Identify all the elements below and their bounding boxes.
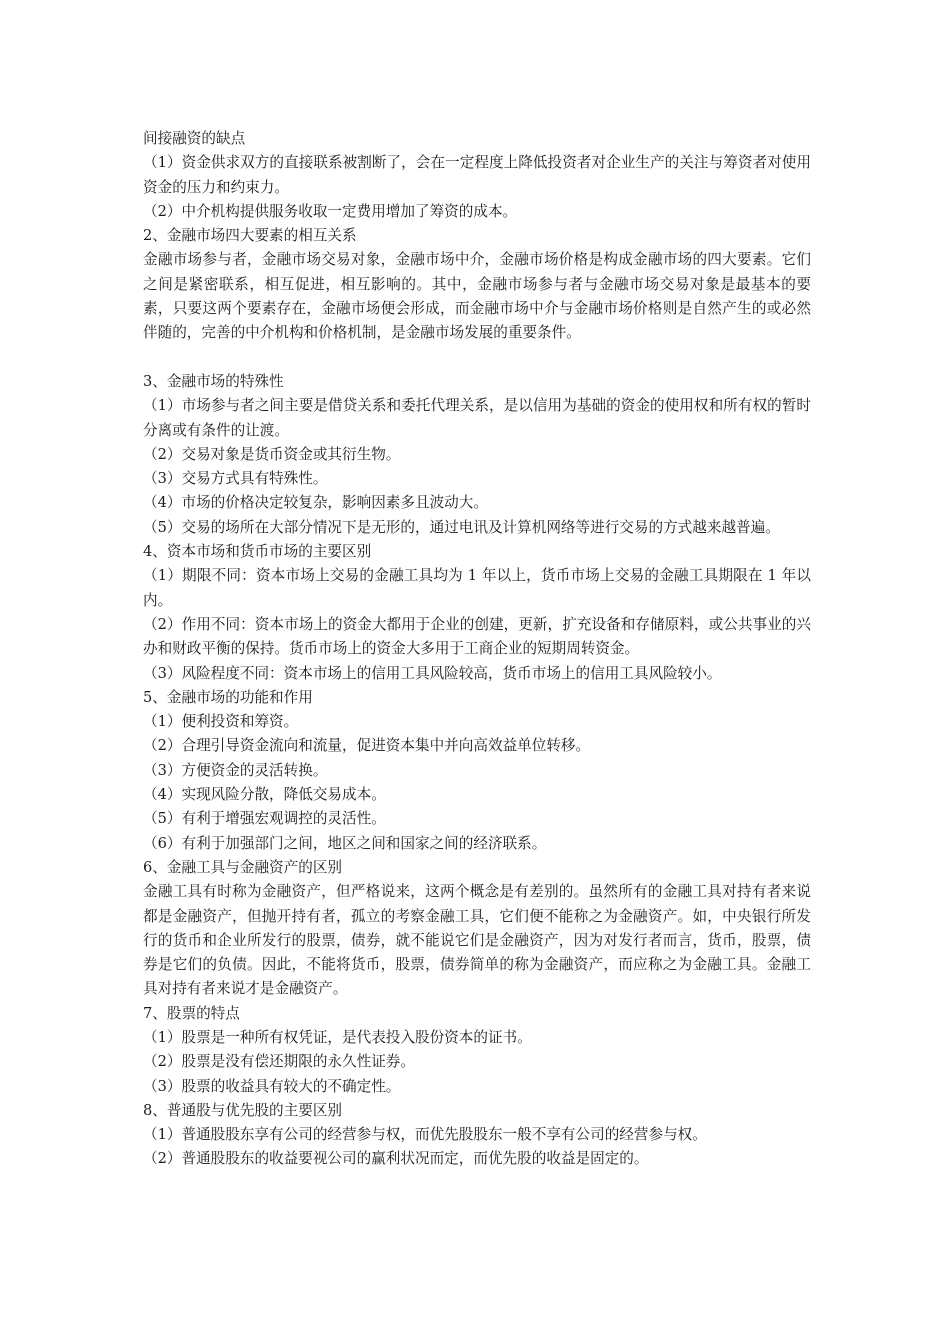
section-heading-indirect-financing: 间接融资的缺点 [143,130,246,147]
paragraph: （6）有利于加强部门之间，地区之间和国家之间的经济联系。 [143,834,547,852]
paragraph: 金融工具有时称为金融资产，但严格说来，这两个概念是有差别的。虽然所有的金融工具对持有者来说都是金融资产，但抛开持有者，孤立的考察金融工具，它们便不能称之为金融资产。如，中央银行所发行的货币和企业所发行的股票，债券，就不能说它们是金融资产，因为对发行者而言，货币，股票，债券是它们的负债。因此，不能将货币，股票，债券简单的称为金融资产，而应称之为金融工具。金融工具对持有者来说才是金融资产。 [143,883,811,998]
paragraph: （3）风险程度不同：资本市场上的信用工具风险较高，货币市场上的信用工具风险较小。 [143,664,722,682]
paragraph: （3）股票的收益具有较大的不确定性。 [143,1077,401,1095]
blank-line [143,346,811,370]
paragraph: （2）中介机构提供服务收取一定费用增加了筹资的成本。 [143,202,518,220]
paragraph: 金融市场参与者，金融市场交易对象，金融市场中介，金融市场价格是构成金融市场的四大要素。它们之间是紧密联系，相互促进，相互影响的。其中，金融市场参与者与金融市场交易对象是最基本的要素，只要这两个要素存在，金融市场便会形成，而金融市场中介与金融市场价格则是自然产生的或必然伴随的，完善的中介机构和价格机制，是金融市场发展的重要条件。 [143,251,811,342]
paragraph: （2）作用不同：资本市场上的资金大都用于企业的创建，更新，扩充设备和存储原料，或公共事业的兴办和财政平衡的保持。货币市场上的资金大多用于工商企业的短期周转资金。 [143,615,811,658]
section-heading-2: 2、金融市场四大要素的相互关系 [143,227,357,245]
paragraph: （3）交易方式具有特殊性。 [143,470,328,488]
section-heading-4: 4、资本市场和货币市场的主要区别 [143,543,372,561]
paragraph: （5）有利于增强宏观调控的灵活性。 [143,810,386,828]
paragraph: （4）市场的价格决定较复杂，影响因素多且波动大。 [143,494,488,512]
paragraph: （4）实现风险分散，降低交易成本。 [143,786,386,804]
paragraph: （2）交易对象是货币资金或其衍生物。 [143,445,401,463]
paragraph: （1）资金供求双方的直接联系被割断了，会在一定程度上降低投资者对企业生产的关注与筹资者对使用资金的压力和约束力。 [143,154,811,196]
paragraph: （2）合理引导资金流向和流量，促进资本集中并向高效益单位转移。 [143,737,591,755]
paragraph: （2）普通股股东的收益要视公司的赢利状况而定，而优先股的收益是固定的。 [143,1150,649,1168]
paragraph: （2）股票是没有偿还期限的永久性证券。 [143,1053,415,1071]
section-heading-7: 7、股票的特点 [143,1004,240,1022]
paragraph: （1）市场参与者之间主要是借贷关系和委托代理关系，是以信用为基础的资金的使用权和所有权的暂时分离或有条件的让渡。 [143,397,811,439]
section-heading-6: 6、金融工具与金融资产的区别 [143,858,343,876]
paragraph: （3）方便资金的灵活转换。 [143,761,328,779]
section-heading-3: 3、金融市场的特殊性 [143,372,284,390]
paragraph: （5）交易的场所在大部分情况下是无形的，通过电讯及计算机网络等进行交易的方式越来越普遍。 [143,518,780,536]
paragraph: （1）便利投资和筹资。 [143,713,299,731]
paragraph: （1）普通股股东享有公司的经营参与权，而优先股股东一般不享有公司的经营参与权。 [143,1126,707,1144]
section-heading-5: 5、金融市场的功能和作用 [143,688,313,706]
section-heading-8: 8、普通股与优先股的主要区别 [143,1101,343,1119]
paragraph: （1）股票是一种所有权凭证，是代表投入股份资本的证书。 [143,1028,532,1046]
paragraph: （1）期限不同：资本市场上交易的金融工具均为 1 年以上，货币市场上交易的金融工具期限在 1 年以内。 [143,567,811,609]
document-page [143,127,811,1172]
